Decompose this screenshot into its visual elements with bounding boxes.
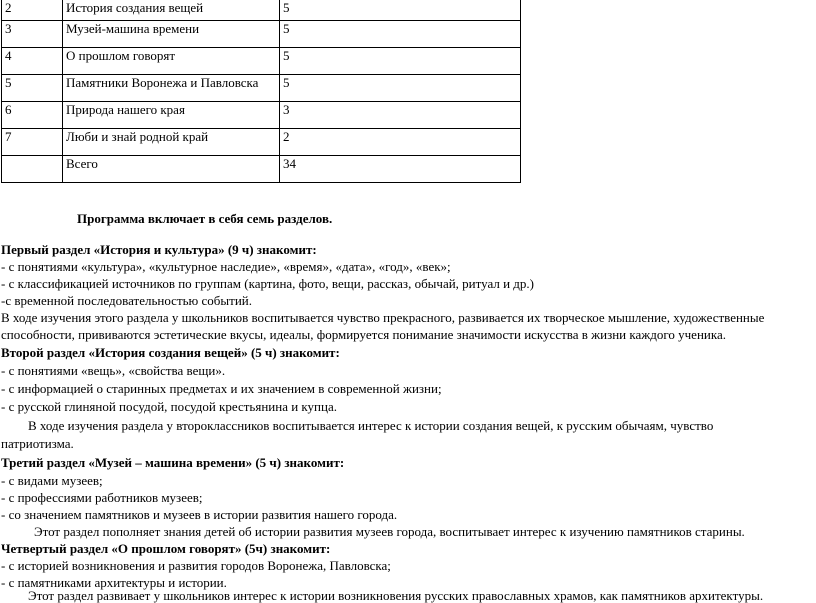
section-1-paragraph: В ходе изучения этого раздела у школьников воспитывается чувство прекрасного, развивается их творческое мышление, художественные: [1, 310, 765, 325]
section-3-paragraph: Этот раздел пополняет знания детей об истории развития музеев города, воспитывает интерес к изучению памятников старины.: [34, 524, 745, 539]
section-2-heading: Второй раздел «История создания вещей» (5 ч) знакомит:: [1, 345, 340, 360]
section-4-item: - с памятниками архитектуры и истории.: [1, 575, 227, 590]
row-name: Природа нашего края: [63, 102, 280, 129]
section-4-item: - с историей возникновения и развития городов Воронежа, Павловска;: [1, 558, 391, 573]
table-row: [2, 129, 521, 156]
row-hours: 5: [280, 75, 521, 102]
row-number: 4: [2, 48, 63, 75]
table-row: [2, 75, 521, 102]
table-row: [2, 21, 521, 48]
row-number: [2, 156, 63, 183]
row-number: 5: [2, 75, 63, 102]
section-2-paragraph: патриотизма.: [1, 436, 74, 451]
row-number: 2: [2, 0, 63, 21]
table-row: [2, 0, 521, 21]
section-1-paragraph: способности, прививаются эстетические вкусы, идеалы, формируется понимание значимости искусства в жизни каждого ученика.: [1, 327, 726, 342]
section-2-paragraph: В ходе изучения раздела у второклассников воспитывается интерес к истории создания вещей, к русским обычаям, чувство: [28, 418, 714, 433]
program-title: Программа включает в себя семь разделов.: [77, 211, 333, 226]
section-1-item: -с временной последовательностью событий.: [1, 293, 252, 308]
section-2-item: - с русской глиняной посудой, посудой крестьянина и купца.: [1, 399, 337, 414]
section-4-heading: Четвертый раздел «О прошлом говорят» (5ч) знакомит:: [1, 541, 331, 556]
row-hours: 5: [280, 48, 521, 75]
row-name: Памятники Воронежа и Павловска: [63, 75, 280, 102]
section-3-item: - со значением памятников и музеев в истории развития нашего города.: [1, 507, 398, 522]
row-hours: 3: [280, 102, 521, 129]
row-name: Люби и знай родной край: [63, 129, 280, 156]
section-1-item: - с понятиями «культура», «культурное наследие», «время», «дата», «год», «век»;: [1, 259, 451, 274]
row-number: 3: [2, 21, 63, 48]
row-number: 6: [2, 102, 63, 129]
section-3-item: - с видами музеев;: [1, 473, 103, 488]
section-1-item: - с классификацией источников по группам (картина, фото, вещи, рассказ, обычай, ритуал и др.): [1, 276, 534, 291]
row-name: История создания вещей: [63, 0, 280, 21]
section-1-heading: Первый раздел «История и культура» (9 ч) знакомит:: [1, 242, 317, 257]
section-2-item: - с информацией о старинных предметах и их значением в современной жизни;: [1, 381, 442, 396]
section-4-paragraph: Этот раздел развивает у школьников интерес к истории возникновения русских православных храмов, как памятников архитектуры.: [28, 588, 764, 603]
row-number: 7: [2, 129, 63, 156]
table-row: [2, 102, 521, 129]
section-3-heading: Третий раздел «Музей – машина времени» (5 ч) знакомит:: [1, 455, 345, 470]
row-hours: 2: [280, 129, 521, 156]
row-name: О прошлом говорят: [63, 48, 280, 75]
row-hours: 34: [280, 156, 521, 183]
row-name: Музей-машина времени: [63, 21, 280, 48]
section-2-item: - с понятиями «вещь», «свойства вещи».: [1, 363, 226, 378]
table-row: [2, 48, 521, 75]
section-3-item: - с профессиями работников музеев;: [1, 490, 203, 505]
row-hours: 5: [280, 0, 521, 21]
table-row-total: [2, 156, 521, 183]
program-table: [1, 0, 521, 183]
row-hours: 5: [280, 21, 521, 48]
row-name: Всего: [63, 156, 280, 183]
